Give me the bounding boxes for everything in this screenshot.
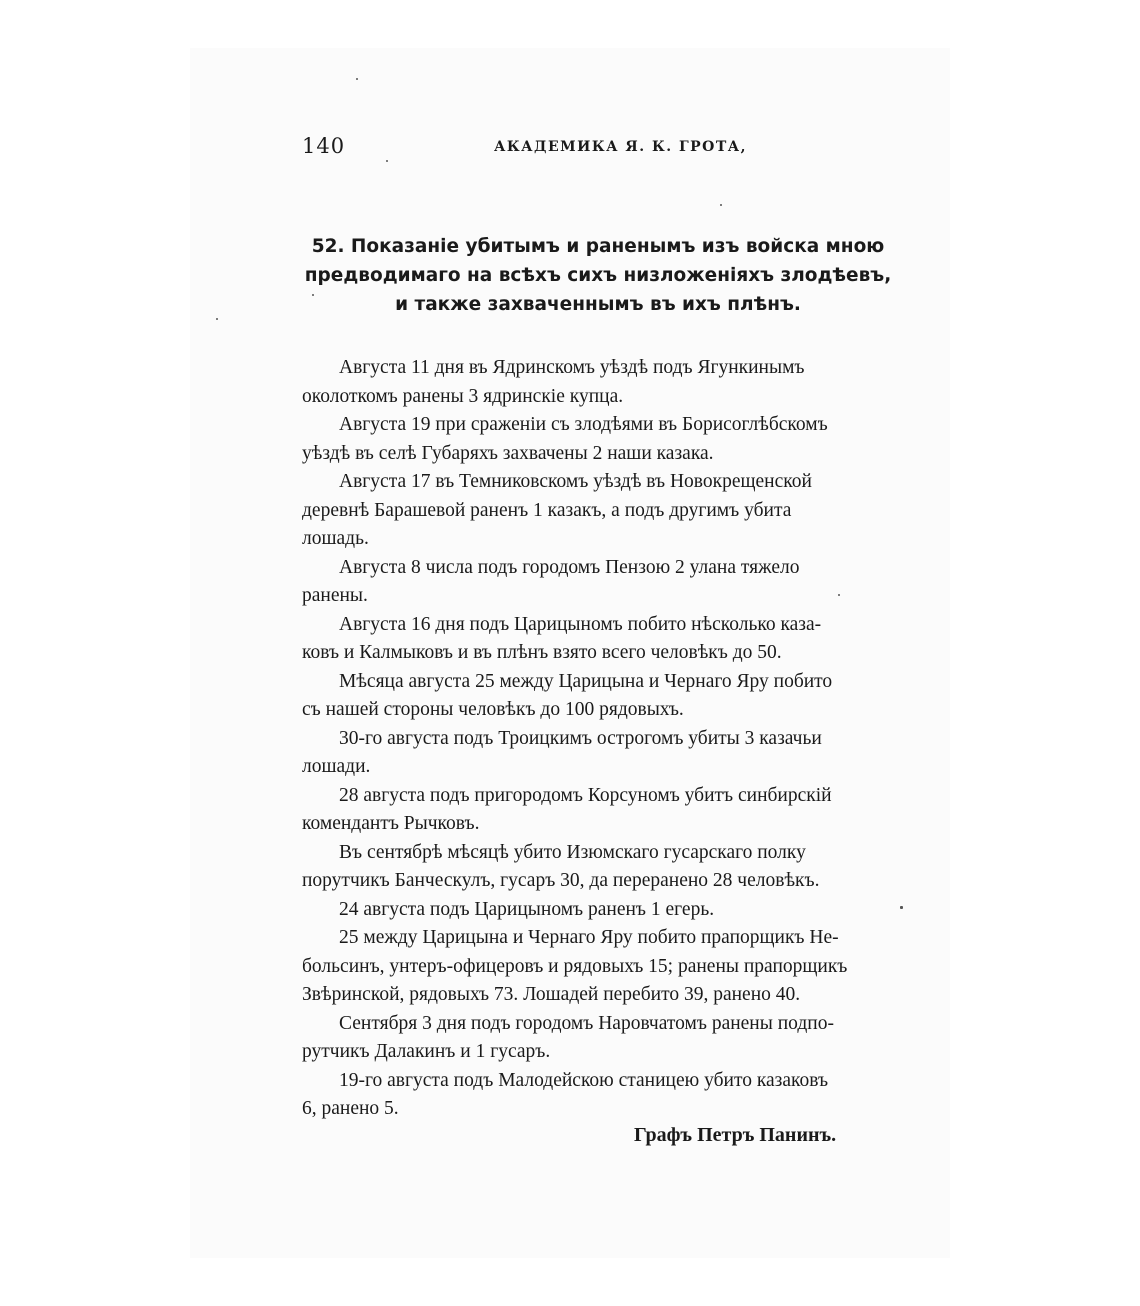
entry-line: Мѣсяца августа 25 между Царицына и Чернаго Яру побито <box>339 670 833 692</box>
report-entry <box>302 611 894 668</box>
entry-line: порутчикъ Банческулъ, гусаръ 30, да переранено 28 человѣкъ. <box>302 870 820 891</box>
report-entry <box>302 782 894 839</box>
entry-line: Въ сентябрѣ мѣсяцѣ убито Изюмскаго гусарскаго полку <box>339 841 806 863</box>
report-entry <box>302 668 894 725</box>
entry-line: 28 августа подъ пригородомъ Корсуномъ убитъ синбирскій <box>339 784 832 806</box>
heading-line: и также захваченнымъ въ ихъ плѣнъ. <box>395 294 801 315</box>
entry-line: рутчикъ Далакинъ и 1 гусаръ. <box>302 1041 551 1062</box>
entry-line: съ нашей стороны человѣкъ до 100 рядовыхъ. <box>302 699 684 720</box>
entry-line: Августа 16 дня подъ Царицыномъ побито нѣсколько каза- <box>339 613 822 635</box>
scan-speck <box>900 906 903 909</box>
running-title: АКАДЕМИКА Я. К. ГРОТА, <box>494 139 748 155</box>
entry-line: Августа 11 дня въ Ядринскомъ уѣздѣ подъ Ягункинымъ <box>339 357 805 378</box>
entry-line: 30-го августа подъ Троицкимъ острогомъ убиты 3 казачьи <box>339 727 822 749</box>
report-entry <box>302 839 894 896</box>
casualty-report-body <box>302 354 894 1124</box>
entry-line: Звѣринской, рядовыхъ 73. Лошадей перебито 39, ранено 40. <box>302 984 801 1005</box>
entry-line: 25 между Царицына и Чернаго Яру побито прапорщикъ Не- <box>339 927 839 948</box>
section-heading <box>300 232 896 319</box>
report-entry <box>302 896 894 925</box>
entry-line: 24 августа подъ Царицыномъ раненъ 1 егерь. <box>339 898 715 920</box>
entry-line: 6, ранено 5. <box>302 1098 399 1119</box>
entry-line: Августа 17 въ Темниковскомъ уѣздѣ въ Новокрещенской <box>339 471 812 492</box>
scan-speck <box>720 204 722 206</box>
entry-line: околоткомъ ранены 3 ядринскіе купца. <box>302 385 624 407</box>
report-entry <box>302 468 894 554</box>
report-entry <box>302 725 894 782</box>
scan-speck <box>386 160 388 162</box>
entry-line: комендантъ Рычковъ. <box>302 813 480 834</box>
scan-speck <box>312 294 314 296</box>
scan-speck <box>356 78 358 80</box>
running-header <box>302 134 894 164</box>
heading-line: предводимаго на всѣхъ сихъ низложеніяхъ злодѣевъ, <box>304 265 892 286</box>
entry-line: лошади. <box>302 756 371 777</box>
report-entry <box>302 924 894 1010</box>
scan-speck <box>838 594 840 596</box>
entry-line: ранены. <box>302 585 368 606</box>
heading-line: 52. Показаніе убитымъ и раненымъ изъ войска мною <box>311 236 885 257</box>
report-entry <box>302 411 894 468</box>
report-entry <box>302 354 894 411</box>
entry-line: уѣздѣ въ селѣ Губаряхъ захвачены 2 наши казака. <box>302 442 714 464</box>
report-entry <box>302 554 894 611</box>
page-number: 140 <box>302 134 346 158</box>
entry-line: Августа 19 при сраженіи съ злодѣями въ Борисоглѣбскомъ <box>339 414 828 435</box>
scan-speck <box>216 318 218 320</box>
entry-line: Августа 8 числа подъ городомъ Пензою 2 улана тяжело <box>339 556 800 578</box>
report-entry <box>302 1010 894 1067</box>
entry-line: ковъ и Калмыковъ и въ плѣнъ взято всего человѣкъ до 50. <box>302 642 782 663</box>
entry-line: больсинъ, унтеръ-офицеровъ и рядовыхъ 15; ранены прапорщикъ <box>302 955 848 977</box>
report-entry <box>302 1067 894 1124</box>
entry-line: 19-го августа подъ Малодейскою станицею убито казаковъ <box>339 1069 829 1091</box>
entry-line: Сентября 3 дня подъ городомъ Наровчатомъ ранены подпо- <box>339 1012 834 1034</box>
signature: Графъ Петръ Панинъ. <box>634 1124 837 1146</box>
entry-line: лошадь. <box>302 528 369 549</box>
entry-line: деревнѣ Барашевой раненъ 1 казакъ, а подъ другимъ убита <box>302 499 792 521</box>
